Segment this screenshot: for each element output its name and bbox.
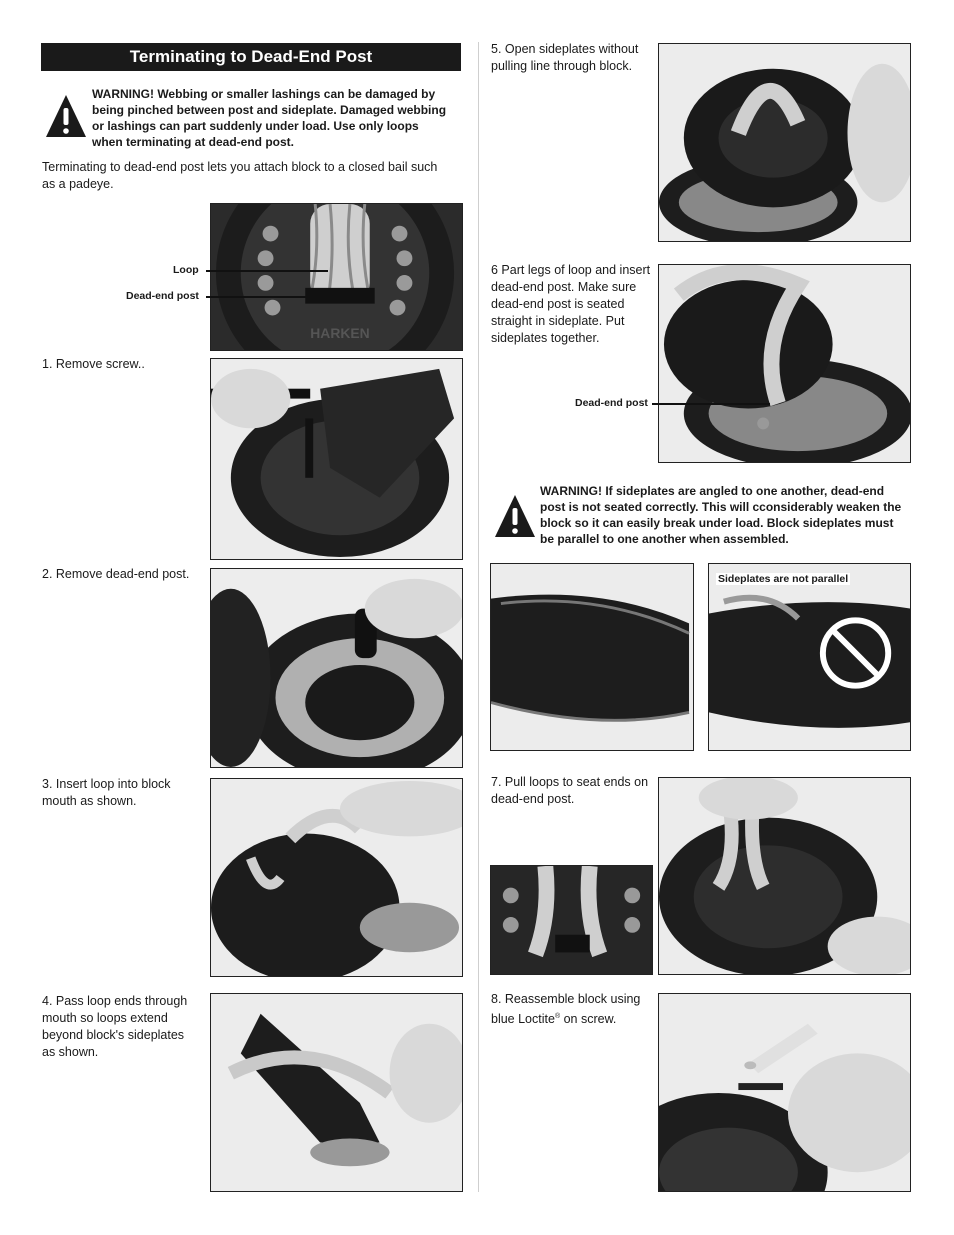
step-7-photo — [658, 777, 911, 975]
dead-end-post-label: Dead-end post — [126, 290, 199, 302]
column-divider — [478, 42, 479, 1192]
harken-logo: HARKEN — [310, 325, 370, 342]
step-3-photo — [210, 778, 463, 977]
step-6-post-label: Dead-end post — [575, 397, 648, 409]
step-4-text: 4. Pass loop ends through mouth so loops extend beyond block's sideplates as shown. — [42, 994, 188, 1059]
step-4-photo — [210, 993, 463, 1192]
step-5-text: 5. Open sideplates without pulling line through block. — [491, 42, 639, 73]
step-1-photo — [210, 358, 463, 560]
not-parallel-sideplates-photo — [708, 563, 911, 751]
step-2-text: 2. Remove dead-end post. — [42, 567, 190, 581]
step-6-text: 6 Part legs of loop and insert dead-end post. Make sure dead-end post is seated straight in sideplate. Put sideplates together. — [491, 263, 651, 345]
step-5-photo — [658, 43, 911, 242]
loop-label: Loop — [173, 264, 199, 276]
warning-text-2: WARNING! If sideplates are angled to one another, dead-end post is not seated correctly. This will cconsiderably weaken the block so it can easily break under load. Block sideplates must be parallel to one another when assembled. — [540, 484, 902, 546]
step-6-photo — [658, 264, 911, 463]
intro-text: Terminating to dead-end post lets you attach block to a closed bail such as a padeye. — [42, 160, 438, 191]
overview-photo — [210, 203, 463, 351]
warning-icon-2 — [493, 493, 537, 539]
section-title: Terminating to Dead-End Post — [41, 43, 461, 71]
warning-text-1: WARNING! Webbing or smaller lashings can be damaged by being pinched between post and sideplate. Damaged webbing or lashings can part suddenly under load. Use only loops when terminating at dead-end post. — [92, 87, 447, 149]
step-8-text: 8. Reassemble block using blue Loctite® on screw. — [491, 992, 641, 1027]
step-7-detail-photo — [490, 865, 653, 975]
step-6-post-arrow — [652, 403, 770, 405]
dead-end-post-arrow — [206, 296, 328, 298]
step-2-photo — [210, 568, 463, 768]
not-parallel-label: Sideplates are not parallel — [718, 573, 849, 585]
step-3-text: 3. Insert loop into block mouth as shown. — [42, 777, 171, 808]
step-8-photo — [658, 993, 911, 1192]
warning-icon — [44, 93, 88, 139]
parallel-sideplates-photo — [490, 563, 694, 751]
step-1-text: 1. Remove screw.. — [42, 357, 145, 371]
step-7-text: 7. Pull loops to seat ends on dead-end post. — [491, 775, 649, 806]
loop-arrow — [206, 270, 328, 272]
